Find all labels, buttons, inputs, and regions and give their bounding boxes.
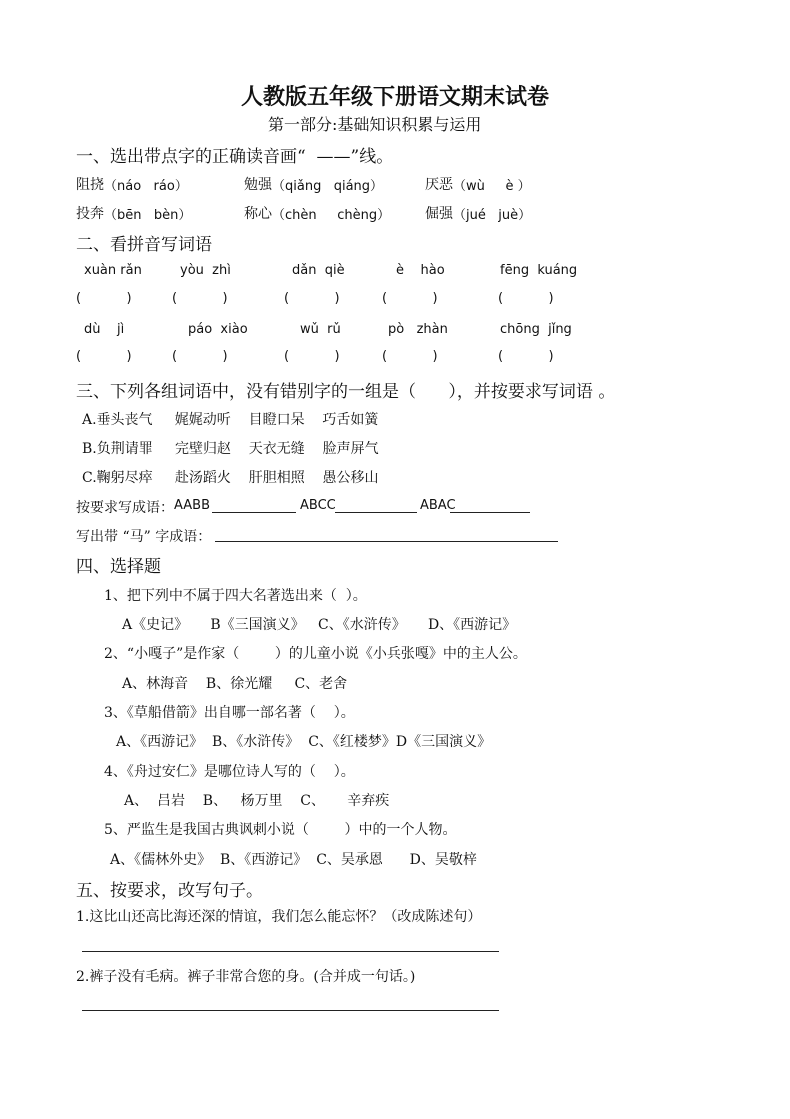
pinyin: yòu zhì (180, 263, 231, 278)
q1-options: （qiǎng qiáng） (272, 179, 384, 194)
pinyin: dù jì (84, 322, 125, 337)
q1-word: 厌恶 (425, 177, 453, 193)
horse-idiom-label: 写出带 “马” 字成语： (76, 529, 212, 545)
q3-option: B.负荆请罪 完壁归赵 天衣无缝 脸声屏气 (82, 441, 379, 457)
pattern-abcc: ABCC (300, 498, 336, 513)
answer-paren[interactable]: ( ) (498, 291, 554, 306)
section-2-heading: 二、看拼音写词语 (76, 235, 212, 255)
answer-paren[interactable]: ( ) (76, 291, 132, 306)
answer-paren[interactable]: ( ) (382, 349, 438, 364)
q4-answers: A、《西游记》 B、《水浒传》 C、《红楼梦》D《三国演义》 (116, 734, 492, 750)
rewrite-prompt: 1.这比山还高比海还深的情谊，我们怎么能忘怀？（改成陈述句） (76, 909, 482, 925)
page-subtitle: 第一部分:基础知识积累与运用 (268, 115, 482, 134)
pinyin: wǔ rǔ (300, 322, 341, 337)
q4-answers: A、《儒林外史》 B、《西游记》 C、吴承恩 D、吴敬梓 (110, 852, 477, 868)
q4-answers: A《史记》 B《三国演义》 C、《水浒传》 D、《西游记》 (122, 617, 517, 633)
section-1-heading: 一、选出带点字的正确读音画“ ——”线。 (76, 147, 394, 167)
answer-paren[interactable]: ( ) (284, 291, 340, 306)
pinyin: pò zhàn (388, 322, 448, 337)
q4-answers: A、林海音 B、徐光耀 C、老舍 (122, 676, 348, 692)
q1-options: （chèn chèng） (272, 208, 391, 223)
q1-options: （bēn bèn） (104, 208, 192, 223)
q1-word: 投奔 (76, 206, 104, 222)
pinyin: fēng kuáng (500, 263, 578, 278)
pinyin: dǎn qiè (292, 263, 345, 278)
q4-question: 3、《草船借箭》出自哪一部名著（ ）。 (104, 705, 355, 721)
answer-paren[interactable]: ( ) (76, 349, 132, 364)
answer-line[interactable] (82, 950, 499, 952)
answer-blank[interactable] (212, 511, 296, 513)
answer-blank[interactable] (215, 540, 558, 542)
q1-options: （wù è ） (453, 179, 531, 194)
q1-word: 称心 (244, 206, 272, 222)
q4-question: 1、把下列中不属于四大名著选出来（ ）。 (104, 588, 367, 604)
q1-options: （jué juè） (453, 208, 532, 223)
pinyin: è hào (396, 263, 445, 278)
pinyin: chōng jǐng (500, 322, 572, 337)
q4-question: 2、“小嘎子”是作家（ ）的儿童小说《小兵张嘎》中的主人公。 (104, 646, 527, 662)
q1-options: （náo ráo） (104, 179, 188, 194)
answer-paren[interactable]: ( ) (172, 291, 228, 306)
answer-paren[interactable]: ( ) (172, 349, 228, 364)
answer-blank[interactable] (450, 511, 530, 513)
answer-blank[interactable] (335, 511, 417, 513)
pinyin: páo xiào (188, 322, 248, 337)
pattern-abac: ABAC (420, 498, 456, 513)
section-5-heading: 五、按要求，改写句子。 (76, 881, 263, 901)
q4-question: 4、《舟过安仁》是哪位诗人写的（ ）。 (104, 764, 355, 780)
section-3-heading: 三、下列各组词语中，没有错别字的一组是（ ），并按要求写词语 。 (76, 382, 616, 402)
answer-paren[interactable]: ( ) (284, 349, 340, 364)
rewrite-prompt: 2.裤子没有毛病。裤子非常合您的身。(合并成一句话。) (76, 969, 416, 985)
q1-word: 阻挠 (76, 177, 104, 193)
answer-paren[interactable]: ( ) (498, 349, 554, 364)
page-title: 人教版五年级下册语文期末试卷 (240, 84, 549, 110)
q3-option: C.鞠躬尽瘁 赴汤蹈火 肝胆相照 愚公移山 (82, 470, 379, 486)
q4-answers: A、 吕岩 B、 杨万里 C、 辛弃疾 (124, 793, 390, 809)
answer-line[interactable] (82, 1009, 499, 1011)
idiom-pattern-label: 按要求写成语： (76, 500, 174, 516)
q1-word: 倔强 (425, 206, 453, 222)
q3-option: A.垂头丧气 娓娓动听 目瞪口呆 巧舌如簧 (82, 412, 379, 428)
pinyin: xuàn rǎn (84, 263, 142, 278)
section-4-heading: 四、选择题 (76, 557, 161, 577)
pattern-aabb: AABB (174, 498, 210, 513)
q4-question: 5、严监生是我国古典讽刺小说（ ）中的一个人物。 (104, 822, 457, 838)
q1-word: 勉强 (244, 177, 272, 193)
answer-paren[interactable]: ( ) (382, 291, 438, 306)
